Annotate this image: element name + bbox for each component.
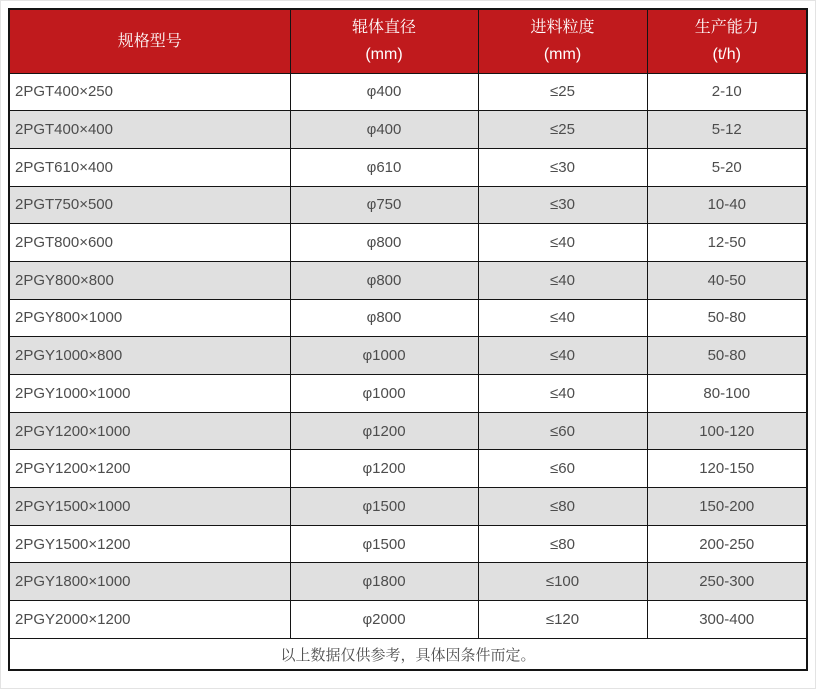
spec-table xyxy=(8,8,808,671)
value-cell: φ1000 xyxy=(290,337,478,375)
value-cell: ≤25 xyxy=(478,73,647,111)
value-cell: 200-250 xyxy=(647,525,807,563)
value-cell: φ800 xyxy=(290,261,478,299)
header-title-feed-size: 进料粒度 xyxy=(530,19,595,37)
value-cell: ≤60 xyxy=(478,412,647,450)
value-cell: φ800 xyxy=(290,299,478,337)
table-row xyxy=(9,601,807,639)
header-cell-capacity xyxy=(647,9,807,73)
model-cell: 2PGT610×400 xyxy=(9,148,290,186)
model-cell: 2PGY800×1000 xyxy=(9,299,290,337)
value-cell: 150-200 xyxy=(647,488,807,526)
value-cell: ≤40 xyxy=(478,224,647,262)
table-row xyxy=(9,186,807,224)
table-row xyxy=(9,525,807,563)
model-cell: 2PGY2000×1200 xyxy=(9,601,290,639)
table-row xyxy=(9,224,807,262)
model-cell: 2PGY800×800 xyxy=(9,261,290,299)
value-cell: 2-10 xyxy=(647,73,807,111)
table-row xyxy=(9,450,807,488)
value-cell: φ400 xyxy=(290,111,478,149)
value-cell: 120-150 xyxy=(647,450,807,488)
value-cell: 10-40 xyxy=(647,186,807,224)
table-row xyxy=(9,261,807,299)
table-row xyxy=(9,412,807,450)
value-cell: ≤25 xyxy=(478,111,647,149)
value-cell: 100-120 xyxy=(647,412,807,450)
table-row xyxy=(9,563,807,601)
table-header xyxy=(9,9,807,73)
header-cell-model xyxy=(9,9,290,73)
value-cell: φ1200 xyxy=(290,450,478,488)
value-cell: 12-50 xyxy=(647,224,807,262)
value-cell: ≤30 xyxy=(478,186,647,224)
model-cell: 2PGY1000×800 xyxy=(9,337,290,375)
value-cell: ≤30 xyxy=(478,148,647,186)
value-cell: ≤120 xyxy=(478,601,647,639)
table-row xyxy=(9,148,807,186)
value-cell: φ1000 xyxy=(290,375,478,413)
value-cell: ≤40 xyxy=(478,261,647,299)
value-cell: ≤100 xyxy=(478,563,647,601)
table-body xyxy=(9,73,807,638)
value-cell: ≤40 xyxy=(478,337,647,375)
value-cell: φ1500 xyxy=(290,525,478,563)
table-row xyxy=(9,299,807,337)
value-cell: φ2000 xyxy=(290,601,478,639)
value-cell: 50-80 xyxy=(647,299,807,337)
model-cell: 2PGT800×600 xyxy=(9,224,290,262)
header-unit-roller-diameter: (mm) xyxy=(365,46,403,64)
model-cell: 2PGT750×500 xyxy=(9,186,290,224)
header-title-capacity: 生产能力 xyxy=(694,19,759,37)
value-cell: φ1800 xyxy=(290,563,478,601)
value-cell: ≤80 xyxy=(478,488,647,526)
value-cell: ≤80 xyxy=(478,525,647,563)
value-cell: φ400 xyxy=(290,73,478,111)
header-cell-roller-diameter xyxy=(290,9,478,73)
value-cell: 5-20 xyxy=(647,148,807,186)
header-row xyxy=(9,9,807,73)
value-cell: φ800 xyxy=(290,224,478,262)
model-cell: 2PGY1500×1200 xyxy=(9,525,290,563)
footnote-row xyxy=(9,638,807,670)
header-title-model: 规格型号 xyxy=(117,32,182,50)
footnote-text: 以上数据仅供参考，具体因条件而定。 xyxy=(9,638,807,670)
table-row xyxy=(9,488,807,526)
model-cell: 2PGT400×400 xyxy=(9,111,290,149)
table-footer xyxy=(9,638,807,670)
model-cell: 2PGY1500×1000 xyxy=(9,488,290,526)
value-cell: 300-400 xyxy=(647,601,807,639)
table-row xyxy=(9,111,807,149)
value-cell: ≤40 xyxy=(478,375,647,413)
value-cell: ≤60 xyxy=(478,450,647,488)
value-cell: 50-80 xyxy=(647,337,807,375)
value-cell: φ1500 xyxy=(290,488,478,526)
model-cell: 2PGY1200×1200 xyxy=(9,450,290,488)
model-cell: 2PGY1800×1000 xyxy=(9,563,290,601)
model-cell: 2PGT400×250 xyxy=(9,73,290,111)
model-cell: 2PGY1200×1000 xyxy=(9,412,290,450)
value-cell: 40-50 xyxy=(647,261,807,299)
table-row xyxy=(9,375,807,413)
model-cell: 2PGY1000×1000 xyxy=(9,375,290,413)
value-cell: φ610 xyxy=(290,148,478,186)
value-cell: φ1200 xyxy=(290,412,478,450)
value-cell: 250-300 xyxy=(647,563,807,601)
table-row xyxy=(9,73,807,111)
header-title-roller-diameter: 辊体直径 xyxy=(351,19,416,37)
value-cell: ≤40 xyxy=(478,299,647,337)
header-unit-capacity: (t/h) xyxy=(712,46,741,64)
table-row xyxy=(9,337,807,375)
value-cell: 5-12 xyxy=(647,111,807,149)
value-cell: 80-100 xyxy=(647,375,807,413)
value-cell: φ750 xyxy=(290,186,478,224)
header-unit-feed-size: (mm) xyxy=(543,46,582,64)
header-cell-feed-size xyxy=(478,9,647,73)
